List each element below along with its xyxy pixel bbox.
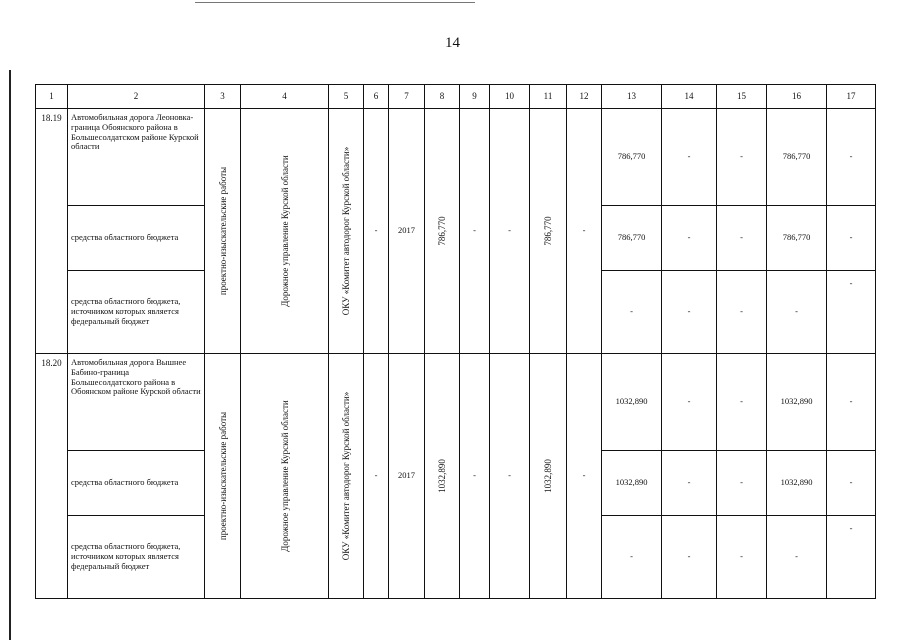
col11-cell	[530, 109, 567, 354]
work-type: проектно-изыскательские работы	[217, 166, 228, 296]
year-value: 2017	[389, 354, 425, 599]
col10-value: -	[490, 354, 530, 599]
col11-value: 786,770	[542, 216, 553, 246]
customer: Дорожное управление Курской области	[279, 400, 290, 552]
col8-cell	[425, 109, 460, 354]
header-row	[36, 85, 876, 109]
col9-value: -	[460, 109, 490, 354]
col15-value: -	[717, 516, 767, 599]
header-cell: 1	[36, 85, 68, 109]
executor-cell	[329, 354, 364, 599]
header-cell: 5	[329, 85, 364, 109]
header-cell: 7	[389, 85, 425, 109]
col13-value: 1032,890	[602, 451, 662, 516]
col17-value: -	[827, 271, 876, 354]
road-name: Автомобильная дорога Вышнее Бабино-граница Большесолдатского района в Обоянском районе Курской области	[68, 354, 205, 451]
scan-artifact-top	[195, 2, 475, 3]
col17-value: -	[827, 206, 876, 271]
col16-value: 1032,890	[767, 451, 827, 516]
col14-value: -	[662, 206, 717, 271]
road-name: Автомобильная дорога Леоновка-граница Обоянского района в Большесолдатском районе Курской области	[68, 109, 205, 206]
col13-value: 786,770	[602, 109, 662, 206]
col11-value: 1032,890	[542, 459, 553, 493]
header-cell: 8	[425, 85, 460, 109]
header-cell: 4	[241, 85, 329, 109]
funding-source: средства областного бюджета, источником которых является федеральный бюджет	[68, 271, 205, 354]
funding-source: средства областного бюджета	[68, 451, 205, 516]
header-cell: 17	[827, 85, 876, 109]
executor-cell	[329, 109, 364, 354]
scan-artifact-left	[9, 70, 11, 640]
col16-value: 786,770	[767, 109, 827, 206]
col14-value: -	[662, 451, 717, 516]
page-number: 14	[445, 35, 460, 51]
funding-source: средства областного бюджета	[68, 206, 205, 271]
col14-value: -	[662, 109, 717, 206]
col14-value: -	[662, 271, 717, 354]
col13-value: 786,770	[602, 206, 662, 271]
col9-value: -	[460, 354, 490, 599]
col10-value: -	[490, 109, 530, 354]
col17-value: -	[827, 109, 876, 206]
table-row	[36, 354, 876, 451]
header-cell: 14	[662, 85, 717, 109]
col8-value: 1032,890	[436, 459, 447, 493]
col13-value: -	[602, 271, 662, 354]
col16-value: -	[767, 516, 827, 599]
item-number: 18.19	[36, 109, 68, 354]
work-type-cell	[205, 354, 241, 599]
header-cell: 2	[68, 85, 205, 109]
funding-source: средства областного бюджета, источником которых является федеральный бюджет	[68, 516, 205, 599]
col15-value: -	[717, 271, 767, 354]
col15-value: -	[717, 451, 767, 516]
col13-value: -	[602, 516, 662, 599]
col15-value: -	[717, 354, 767, 451]
work-type: проектно-изыскательские работы	[217, 411, 228, 541]
budget-table	[35, 84, 876, 599]
year-value: 2017	[389, 109, 425, 354]
col6-value: -	[364, 109, 389, 354]
header-cell: 10	[490, 85, 530, 109]
col8-value: 786,770	[436, 216, 447, 246]
col17-value: -	[827, 451, 876, 516]
header-cell: 12	[567, 85, 602, 109]
col14-value: -	[662, 516, 717, 599]
header-cell: 13	[602, 85, 662, 109]
col15-value: -	[717, 109, 767, 206]
header-cell: 3	[205, 85, 241, 109]
col16-value: 1032,890	[767, 354, 827, 451]
col6-value: -	[364, 354, 389, 599]
col13-value: 1032,890	[602, 354, 662, 451]
col12-value: -	[567, 109, 602, 354]
header-cell: 15	[717, 85, 767, 109]
executor: ОКУ «Комитет автодорог Курской области»	[340, 391, 351, 561]
header-cell: 11	[530, 85, 567, 109]
header-cell: 16	[767, 85, 827, 109]
item-number: 18.20	[36, 354, 68, 599]
col17-value: -	[827, 354, 876, 451]
table-row	[36, 109, 876, 206]
customer: Дорожное управление Курской области	[279, 155, 290, 307]
customer-cell	[241, 109, 329, 354]
col14-value: -	[662, 354, 717, 451]
work-type-cell	[205, 109, 241, 354]
col15-value: -	[717, 206, 767, 271]
col16-value: -	[767, 271, 827, 354]
col8-cell	[425, 354, 460, 599]
col16-value: 786,770	[767, 206, 827, 271]
customer-cell	[241, 354, 329, 599]
header-cell: 9	[460, 85, 490, 109]
col17-value: -	[827, 516, 876, 599]
executor: ОКУ «Комитет автодорог Курской области»	[340, 146, 351, 316]
col11-cell	[530, 354, 567, 599]
col12-value: -	[567, 354, 602, 599]
header-cell: 6	[364, 85, 389, 109]
